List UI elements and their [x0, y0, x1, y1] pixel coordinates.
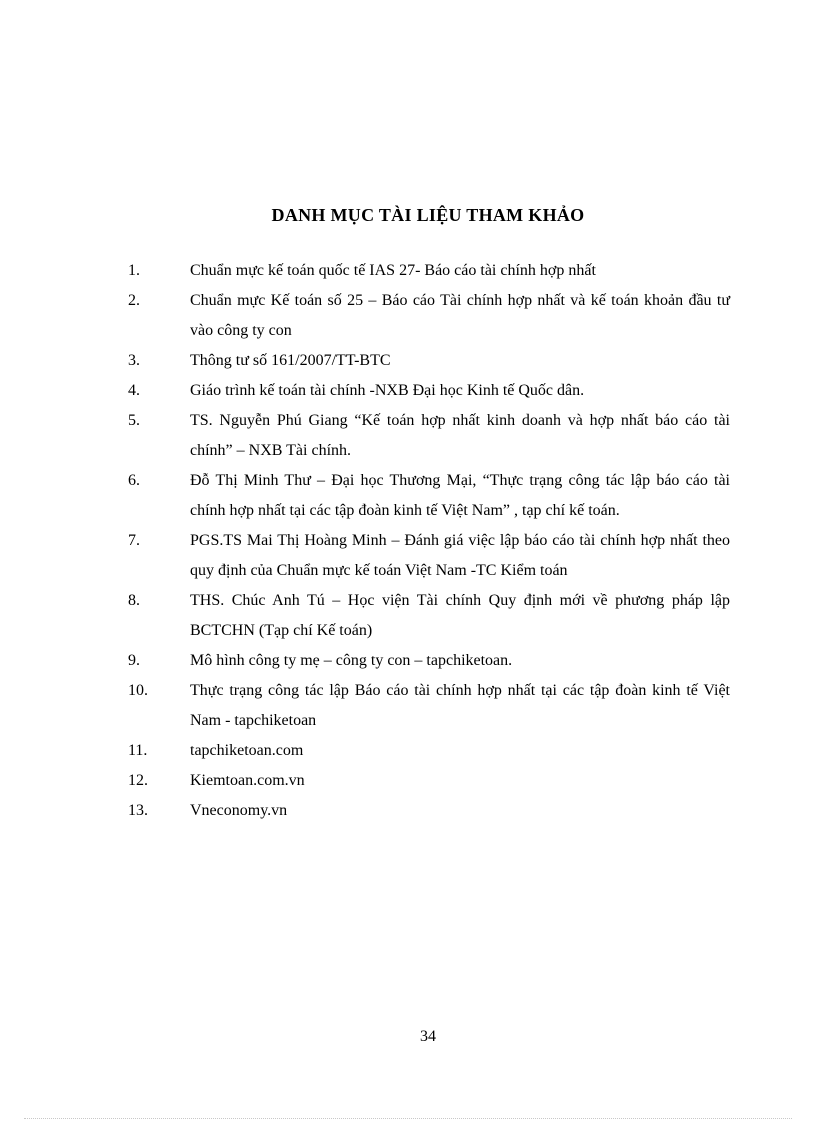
list-item-number: 10.	[128, 682, 148, 699]
reference-list	[128, 256, 730, 826]
list-item	[128, 796, 730, 826]
list-item-number: 11.	[128, 742, 148, 759]
list-item	[128, 466, 730, 526]
list-item-number: 9.	[128, 652, 140, 669]
list-item	[128, 736, 730, 766]
list-item	[128, 646, 730, 676]
list-item	[128, 766, 730, 796]
list-item-text: Chuẩn mực Kế toán số 25 – Báo cáo Tài chính hợp nhất và kế toán khoản đầu tư vào công ty con	[190, 292, 730, 339]
page-title: DANH MỤC TÀI LIỆU THAM KHẢO	[271, 205, 585, 225]
list-item-text: tapchiketoan.com	[190, 742, 304, 759]
list-item-number: 7.	[128, 532, 140, 549]
list-item-number: 13.	[128, 802, 148, 819]
list-item-number: 4.	[128, 382, 140, 399]
list-item-text: Thực trạng công tác lập Báo cáo tài chính hợp nhất tại các tập đoàn kinh tế Việt Nam - tapchiketoan	[190, 682, 730, 729]
list-item-text: Đỗ Thị Minh Thư – Đại học Thương Mại, “Thực trạng công tác lập báo cáo tài chính hợp nhất tại các tập đoàn kinh tế Việt Nam” , tạp chí kế toán.	[190, 472, 730, 519]
list-item-text: Thông tư số 161/2007/TT-BTC	[190, 352, 391, 369]
list-item-number: 2.	[128, 292, 140, 309]
list-item-text: PGS.TS Mai Thị Hoàng Minh – Đánh giá việc lập báo cáo tài chính hợp nhất theo quy định của Chuẩn mực kế toán Việt Nam -TC Kiểm toán	[190, 532, 730, 579]
list-item-number: 5.	[128, 412, 140, 429]
list-item	[128, 526, 730, 586]
list-item-text: THS. Chúc Anh Tú – Học viện Tài chính Quy định mới về phương pháp lập BCTCHN (Tạp chí Kế toán)	[190, 592, 730, 639]
list-item	[128, 586, 730, 646]
list-item	[128, 406, 730, 466]
page-bottom-divider	[24, 1118, 792, 1119]
list-item-text: Chuẩn mực kế toán quốc tế IAS 27- Báo cáo tài chính hợp nhất	[190, 262, 596, 279]
list-item-number: 1.	[128, 262, 140, 279]
list-item-text: Vneconomy.vn	[190, 802, 288, 819]
list-item-text: Kiemtoan.com.vn	[190, 772, 305, 789]
list-item-number: 3.	[128, 352, 140, 369]
list-item	[128, 256, 730, 286]
list-item-text: Giáo trình kế toán tài chính -NXB Đại học Kinh tế Quốc dân.	[190, 382, 585, 399]
list-item	[128, 286, 730, 346]
page-number: 34	[420, 1028, 436, 1045]
list-item-number: 12.	[128, 772, 148, 789]
list-item-number: 8.	[128, 592, 140, 609]
list-item	[128, 676, 730, 736]
list-item-text: Mô hình công ty mẹ – công ty con – tapchiketoan.	[190, 652, 513, 669]
list-item	[128, 346, 730, 376]
list-item-text: TS. Nguyễn Phú Giang “Kế toán hợp nhất kinh doanh và hợp nhất báo cáo tài chính” – NXB Tài chính.	[190, 412, 730, 459]
list-item-number: 6.	[128, 472, 140, 489]
list-item	[128, 376, 730, 406]
